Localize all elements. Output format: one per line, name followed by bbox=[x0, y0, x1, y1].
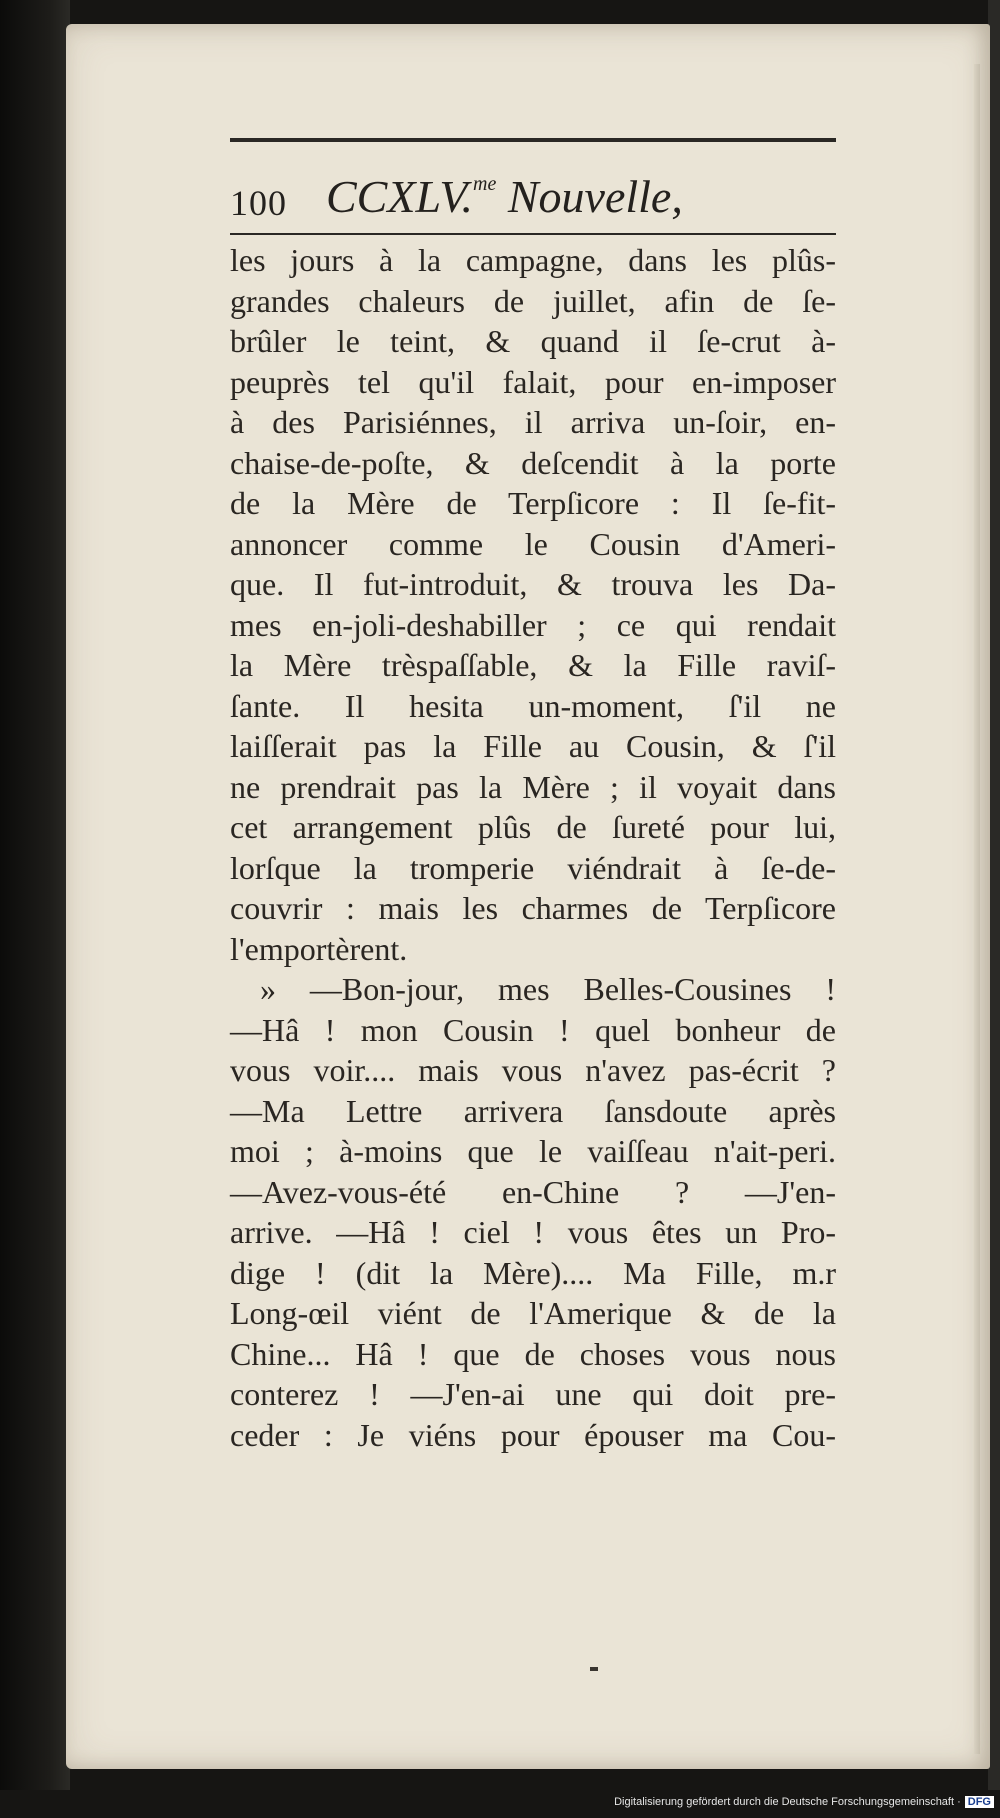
text-line: ceder : Je viéns pour épouser ma Cou- bbox=[230, 1416, 836, 1453]
text-line: —Ma Lettre arrivera ſansdoute après bbox=[230, 1092, 836, 1129]
text-line: grandes chaleurs de juillet, afin de ſe- bbox=[230, 282, 836, 319]
text-line: chaise-de-poſte, & deſcendit à la porte bbox=[230, 444, 836, 481]
text-line: ſante. Il hesita un-moment, ſ'il ne bbox=[230, 687, 836, 724]
text-line: laiſſerait pas la Fille au Cousin, & ſ'il bbox=[230, 728, 836, 764]
credit-text: Digitalisierung gefördert durch die Deutsche Forschungsgemeinschaft · bbox=[614, 1796, 961, 1808]
running-title-main: CCXLV. bbox=[326, 171, 474, 222]
text-line: à des Parisiénnes, il arriva un-ſoir, en- bbox=[230, 404, 836, 440]
header-rule-bottom bbox=[230, 233, 836, 235]
page-number: 100 bbox=[230, 183, 287, 223]
text-line: Long-œil viént de l'Amerique & de la bbox=[230, 1295, 836, 1331]
dfg-logo: DFG bbox=[965, 1796, 994, 1808]
text-line: moi ; à-moins que le vaiſſeau n'ait-peri. bbox=[230, 1133, 836, 1169]
text-line: cet arrangement plûs de ſureté pour lui, bbox=[230, 809, 836, 845]
text-line: vous voir.... mais vous n'avez pas-écrit ? bbox=[230, 1052, 836, 1088]
text-line: les jours à la campagne, dans les plûs- bbox=[230, 242, 836, 278]
text-line: couvrir : mais les charmes de Terpſicore bbox=[230, 890, 836, 926]
text-line-paragraph-end: l'emportèrent. bbox=[230, 930, 408, 967]
running-header bbox=[230, 158, 836, 230]
text-line: —Avez-vous-été en-Chine ? —J'en- bbox=[230, 1173, 836, 1210]
running-title-superscript: me bbox=[473, 173, 497, 195]
digitization-credit bbox=[614, 1796, 994, 1808]
page-edge-shadow bbox=[974, 64, 980, 1754]
text-line: Chine... Hâ ! que de choses vous nous bbox=[230, 1335, 836, 1372]
text-line: que. Il fut-introduit, & trouva les Da- bbox=[230, 566, 836, 602]
text-line: ne prendrait pas la Mère ; il voyait dans bbox=[230, 768, 836, 805]
text-line: la Mère trèspaſſable, & la Fille raviſ- bbox=[230, 647, 836, 683]
text-line: lorſque la tromperie viéndrait à ſe-de- bbox=[230, 849, 836, 886]
text-line: brûler le teint, & quand il ſe-crut à- bbox=[230, 323, 836, 359]
text-line: —Hâ ! mon Cousin ! quel bonheur de bbox=[230, 1011, 836, 1048]
running-title bbox=[326, 170, 683, 223]
body-text bbox=[230, 240, 836, 1453]
text-line: dige ! (dit la Mère).... Ma Fille, m.r bbox=[230, 1254, 836, 1291]
text-line: de la Mère de Terpſicore : Il ſe-fit- bbox=[230, 485, 836, 521]
page-footer-mark bbox=[590, 1667, 598, 1671]
text-line: arrive. —Hâ ! ciel ! vous êtes un Pro- bbox=[230, 1214, 836, 1250]
text-line: peuprès tel qu'il falait, pour en-imposer bbox=[230, 363, 836, 400]
text-line: conterez ! —J'en-ai une qui doit pre- bbox=[230, 1376, 836, 1412]
header-rule-top bbox=[230, 138, 836, 142]
running-title-rest: Nouvelle, bbox=[496, 171, 683, 222]
text-line-dialogue-start: » —Bon-jour, mes Belles-Cousines ! bbox=[260, 971, 836, 1007]
text-line: annoncer comme le Cousin d'Ameri- bbox=[230, 525, 836, 562]
scan-background-left bbox=[0, 0, 70, 1790]
text-line: mes en-joli-deshabiller ; ce qui rendait bbox=[230, 606, 836, 643]
